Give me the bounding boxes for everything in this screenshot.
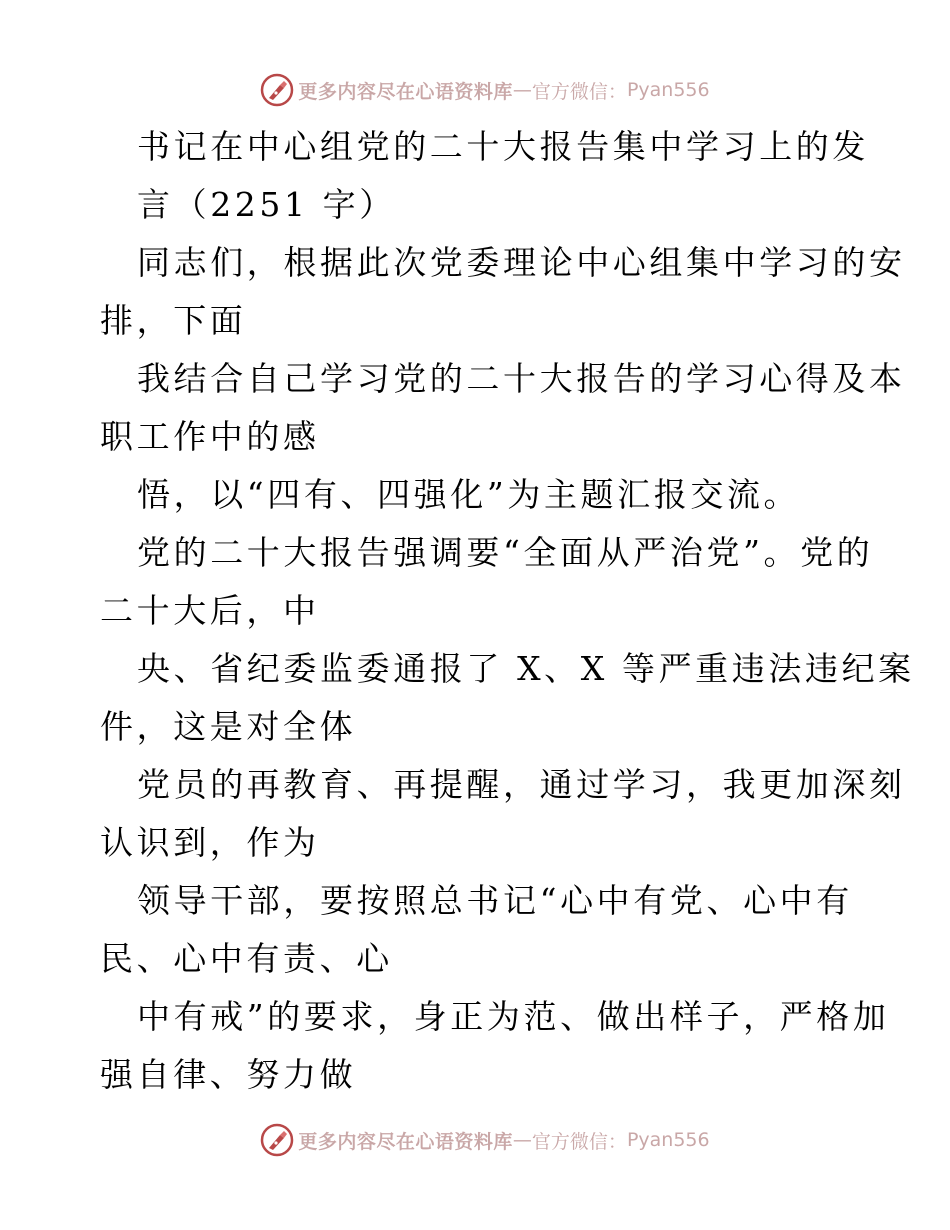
paragraph-line: 职工作中的感 <box>100 417 320 456</box>
header-watermark-banner <box>0 70 950 110</box>
pen-nib-logo-icon <box>260 73 294 107</box>
paragraph-line: 我结合自己学习党的二十大报告的学习心得及本 <box>137 359 906 398</box>
wechat-label: 官方微信： <box>531 80 627 103</box>
paragraph-line: 二十大后，中 <box>100 591 320 630</box>
title-line-2: 言（2251 字） <box>137 185 396 224</box>
paragraph-line: 排，下面 <box>100 301 247 340</box>
paragraph-line: 强自律、努力做 <box>100 1055 357 1094</box>
banner-separator: — <box>512 79 532 101</box>
wechat-label: 官方微信： <box>531 1130 627 1153</box>
paragraph-line: 民、心中有责、心 <box>100 939 393 978</box>
paragraph-line: 认识到，作为 <box>100 823 320 862</box>
wechat-id: Pyan556 <box>626 1129 710 1151</box>
paragraph-line: 悟，以“四有、四强化”为主题汇报交流。 <box>137 475 801 514</box>
paragraph-line: 党的二十大报告强调要“全面从严治党”。党的 <box>137 533 874 572</box>
site-name-text: 更多内容尽在心语资料库 <box>298 1130 513 1153</box>
paragraph-line: 中有戒”的要求，身正为范、做出样子，严格加 <box>137 997 890 1036</box>
footer-watermark-banner <box>0 1120 950 1160</box>
paragraph-line: 党员的再教育、再提醒，通过学习，我更加深刻 <box>137 765 906 804</box>
paragraph-line: 同志们，根据此次党委理论中心组集中学习的安 <box>137 243 906 282</box>
wechat-id: Pyan556 <box>626 79 710 101</box>
pen-nib-logo-icon <box>260 1123 294 1157</box>
footer-watermark <box>260 1123 709 1157</box>
header-watermark <box>260 73 709 107</box>
paragraph-line: 件，这是对全体 <box>100 707 357 746</box>
banner-separator: — <box>512 1129 532 1151</box>
title-line-1: 书记在中心组党的二十大报告集中学习上的发 <box>137 127 869 166</box>
paragraph-line: 央、省纪委监委通报了 X、X 等严重违法违纪案 <box>137 649 915 688</box>
paragraph-line: 领导干部，要按照总书记“心中有党、心中有 <box>137 881 853 920</box>
site-name-text: 更多内容尽在心语资料库 <box>298 80 513 103</box>
